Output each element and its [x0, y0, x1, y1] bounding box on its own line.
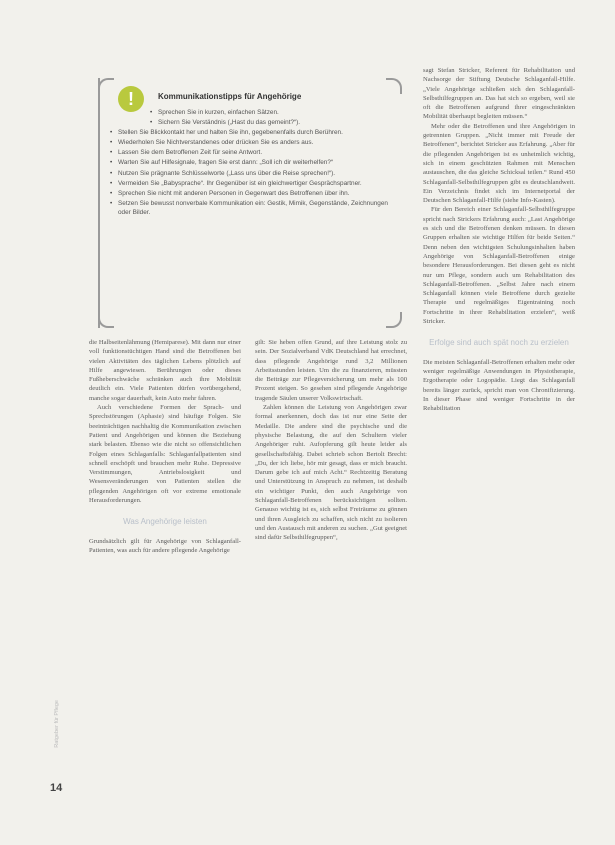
exclamation-icon: ! [118, 86, 144, 112]
list-item: • Nutzen Sie prägnante Schlüsselworte („Lass uns über die Reise sprechen!“). [110, 169, 398, 179]
list-item: • Stellen Sie Blickkontakt her und halten Sie ihn, gegebenenfalls durch Berühren. [110, 128, 398, 138]
list-item: • Sprechen Sie in kurzen, einfachen Sätzen. [150, 108, 398, 118]
text-column-2 [255, 338, 407, 543]
list-item: • Setzen Sie bewusst nonverbale Kommunikation ein: Gestik, Mimik, Gegenstände, Zeichnungen oder Bilder. [110, 199, 398, 218]
section-heading: Erfolge sind auch spät noch zu erzielen [429, 338, 569, 348]
list-item: • Sichern Sie Verständnis („Hast du das gemeint?“). [150, 118, 398, 128]
info-box [98, 78, 400, 328]
paragraph: gilt: Sie heben offen Grund, auf ihre Leistung stolz zu sein. Der Sozialverband VdK Deutschland hat errechnet, dass pflegende Angehörige rund 3,2 Millionen Arbeitsstunden leisten. Um die zu finanzieren, müssten die Beiträge zur Pflegeversicherung um mehr als 100 Prozent steigen. So gesehen sind pflegende Angehörige tragende Säulen unserer Volkswirtschaft. [255, 339, 407, 402]
paragraph: Auch verschiedene Formen der Sprach- und Sprechstörungen (Aphasie) sind häufige Folgen. Sie beeinträchtigen nachhaltig die Kommunikation zwischen Patient und Angehörigen und können die Beziehung stark belasten. Ebenso wie die nicht so offensichtlichen Folgen eines Schlaganfalls: Schlaganfallpatienten sind schnell erschöpft und brauchen mehr Ruhe. Depressive Verstimmungen, Antriebslosigkeit und Wesensveränderungen von Patienten stellen die pflegenden Angehörigen oft vor extreme emotionale Herausforderungen. [89, 404, 241, 505]
box-title: Kommunikationstipps für Angehörige [158, 92, 302, 101]
text-column-3 [423, 66, 575, 413]
list-item: • Vermeiden Sie „Babysprache“. Ihr Gegenüber ist ein gleichwertiger Gesprächspartner. [110, 179, 398, 189]
tips-list [110, 108, 398, 219]
paragraph: Zahlen können die Leistung von Angehörigen zwar formal anerkennen, doch das ist nur eine Seite der Medaille. Die andere sind die psychische und die physische Belastung, die auf den Schultern vieler Angehöriger ruht. Aufopferung gilt heute leider als gesellschaftsfähig. Dabei schrieb schon Bertolt Brecht: „Du, der ich liebe, hör mir gesagt, dass er mich braucht. Darum gebe ich auf mich Acht.“ Rechtzeitig Beratung und Unterstützung in Anspruch zu nehmen, ist deshalb ein wichtiger Punkt, den auch Angehörige von Schlaganfall-Betroffenen berücksichtigen sollten. Genauso wichtig ist es, sich selbst Freiräume zu gönnen und ihren Ausgleich zu schaffen, sich nicht zu isolieren und den Austausch mit anderen zu suchen. „Gut geeignet sind dafür Selbsthilfegruppen“, [255, 404, 407, 542]
paragraph: Die meisten Schlaganfall-Betroffenen erhalten mehr oder weniger regelmäßige Anwendungen in Physiotherapie, Ergotherapie oder Logopädie. Liegt das Schlaganfall bereits länger zurück, spricht man von Chronifizierung. In dieser Phase sind weniger Fortschritte in der Rehabilitation [423, 358, 575, 413]
list-item: • Warten Sie auf Hilfesignale, fragen Sie erst dann: „Soll ich dir weiterhelfen?“ [110, 158, 398, 168]
box-corner [386, 78, 402, 94]
paragraph: Mehr oder die Betroffenen und ihre Angehörigen in getrennten Gruppen. „Nicht immer mit Freude der Betroffenen“, berichtet Stricker aus Erfahrung. „Aber für die pflegenden Angehörigen ist es unheimlich wichtig, sich in einem geschützten Rahmen mit Menschen austauschen, die das gleiche Schicksal teilen.“ Rund 450 Schlaganfall-Selbsthilfegruppen gibt es deutschlandweit. Ein Verzeichnis findet sich im Internetportal der Deutschen Schlaganfall-Hilfe (siehe Info-Kasten). [423, 122, 575, 205]
box-corner [386, 312, 402, 328]
side-running-title: Ratgeber für Pflege [54, 700, 60, 748]
page-number: 14 [50, 782, 63, 794]
paragraph: Für den Bereich einer Schlaganfall-Selbsthilfegruppe spricht nach Strickers Erfahrung auch: „Last Angehörige es sich und die Betroffenen denken müssen. In diesen Gruppen erhalten sie wichtige Hilfen für beide Seiten.“ Denn neben den wichtigsten Schulungsinhalten haben Angehörige von Schlaganfall-Betroffenen einige besondere Herausforderungen. Bei diesen geht es nicht nur um Pflege, sondern auch um Rehabilitation des Schlaganfall-Betroffenen. „Selbst Jahre nach einem Schlaganfall können viele Betroffene durch gezielte Therapie und regelmäßiges Eigentraining noch Fortschritte in ihrer Rehabilitation erzielen“, weiß Stricker. [423, 206, 575, 326]
list-item: • Sprechen Sie nicht mit anderen Personen in Gegenwart des Betroffenen über ihn. [110, 189, 398, 199]
box-corner [98, 312, 114, 328]
text-column-1 [89, 338, 241, 555]
box-corner [98, 78, 114, 94]
section-heading: Was Angehörige leisten [123, 517, 207, 527]
list-item: • Lassen Sie dem Betroffenen Zeit für seine Antwort. [110, 148, 398, 158]
paragraph: die Halbseitenlähmung (Hemiparese). Mit dann nur einer voll funktionstüchtigen Hand sind die Betroffenen bei vielen Aktivitäten des täglichen Lebens plötzlich auf Hilfe angewiesen. Berührungen oder dieses Fußheberschwäche schränken auch ihre Mobilität deutlich ein. Viele Patienten dürfen vorübergehend, manche sogar dauerhaft, kein Auto mehr fahren. [89, 339, 241, 402]
paragraph: Grundsätzlich gilt für Angehörige von Schlaganfall-Patienten, was auch für andere pflegende Angehörige [89, 537, 241, 554]
paragraph: sagt Stefan Stricker, Referent für Rehabilitation und Nachsorge der Stiftung Deutsche Schlaganfall-Hilfe. „Viele Angehörige schließen sich den Schlaganfall-Selbsthilfegruppen an. Das hat sich so ergeben, weil sie oft die Betroffenen aufgrund ihrer eingeschränkten Mobilität überhaupt begleiten müssen.“ [423, 67, 575, 121]
list-item: • Wiederholen Sie Nichtverstandenes oder drücken Sie es anders aus. [110, 138, 398, 148]
